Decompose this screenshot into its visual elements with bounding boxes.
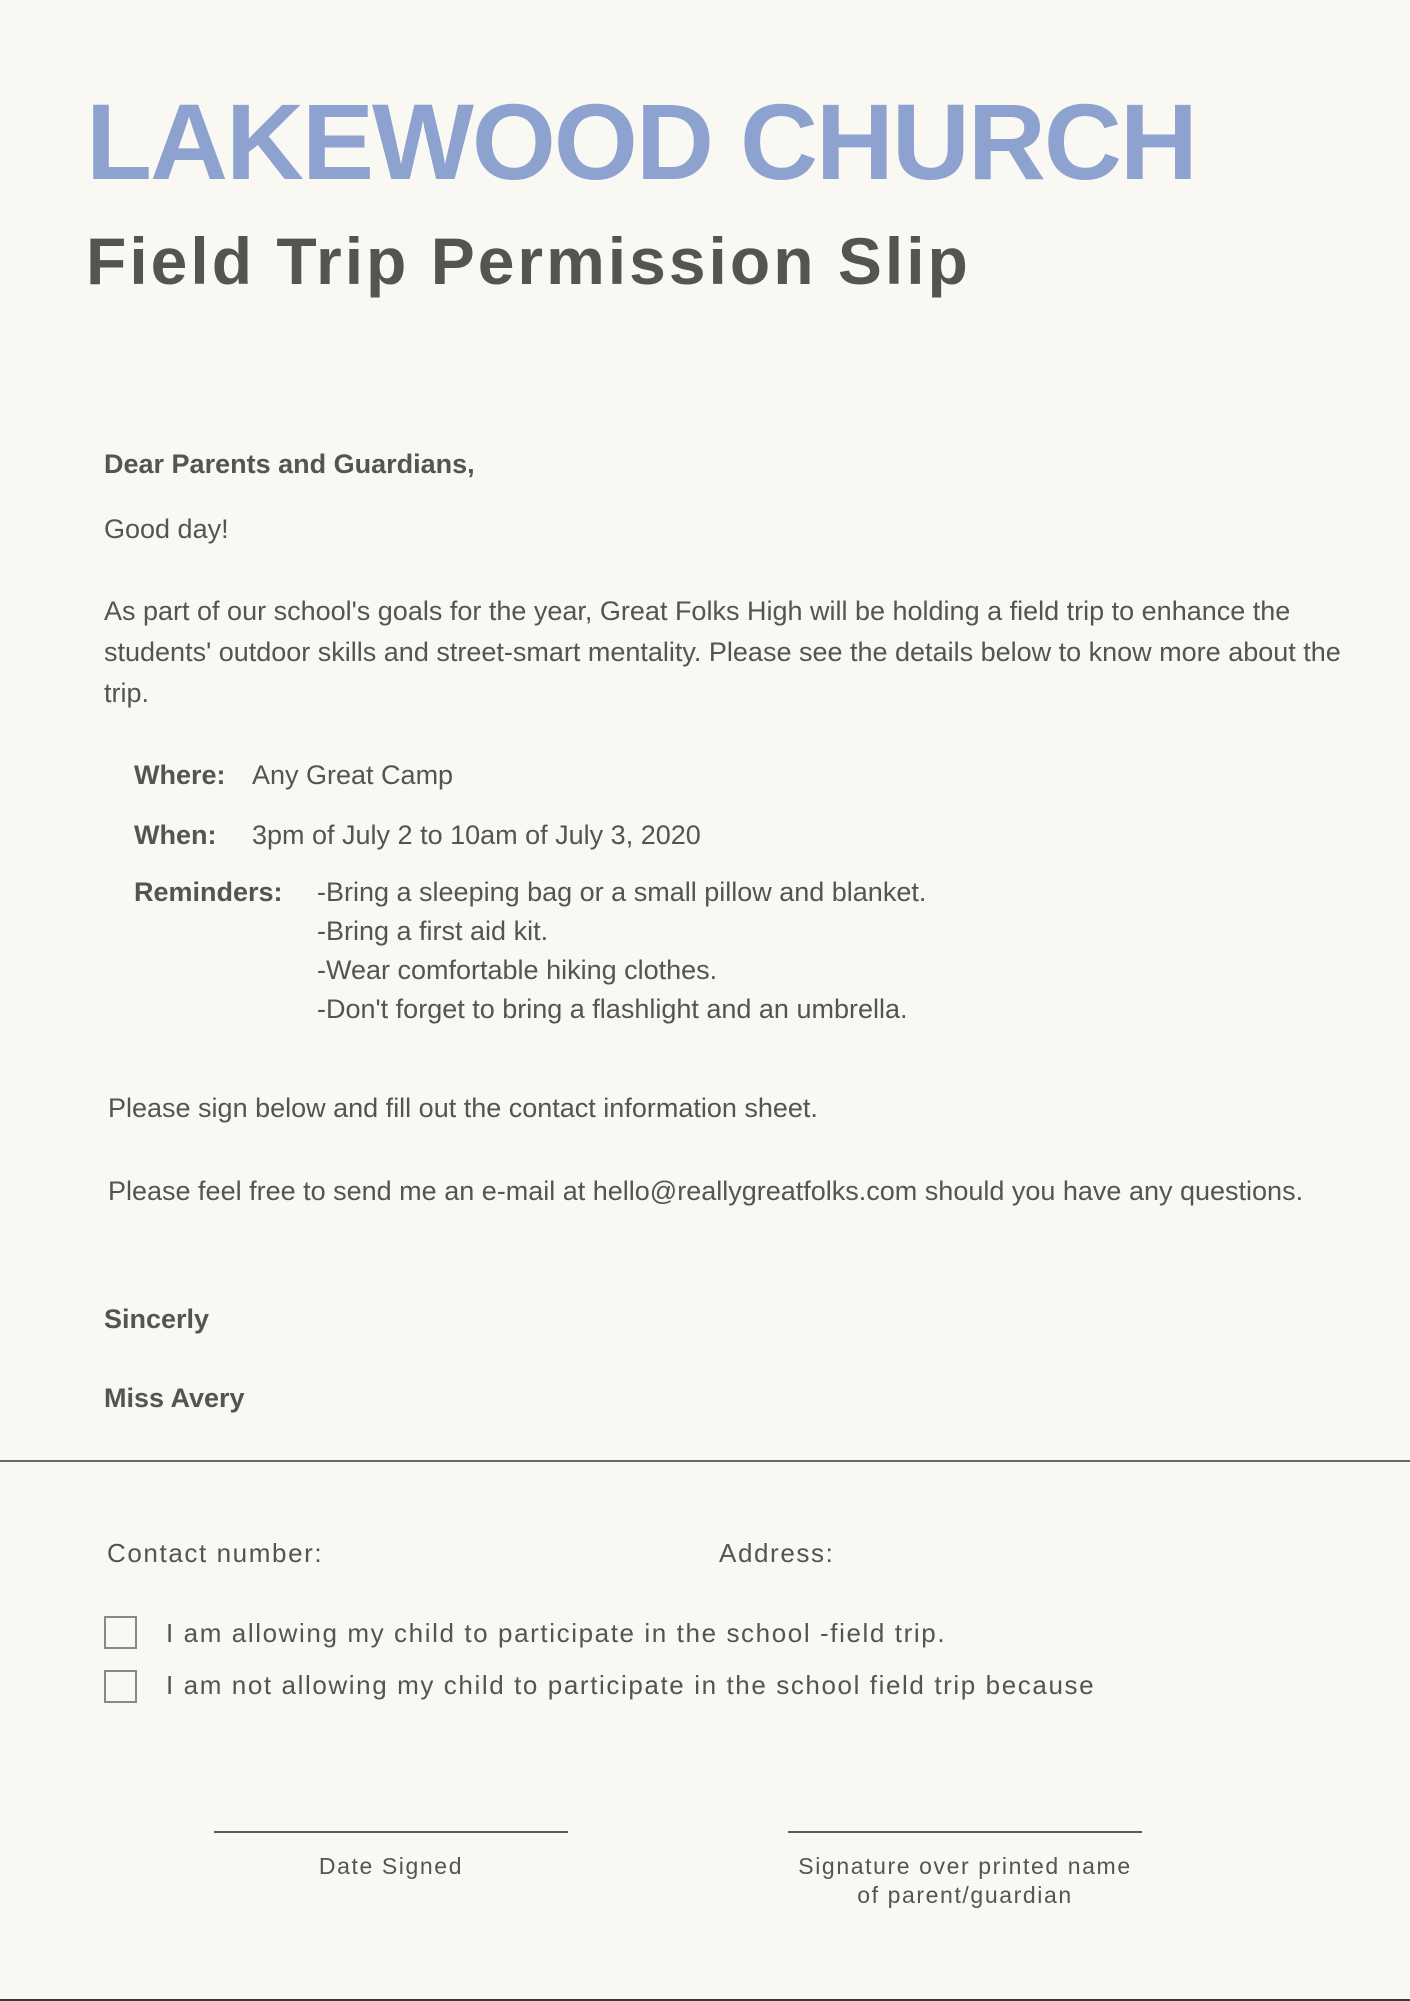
address-label: Address: (719, 1538, 835, 1568)
where-label: Where: (134, 760, 226, 790)
allow-checkbox[interactable] (104, 1616, 137, 1649)
date-signed-line[interactable] (214, 1831, 568, 1833)
reminders-list (317, 873, 926, 1029)
where-value: Any Great Camp (252, 760, 454, 790)
letter-intro: As part of our school's goals for the year, Great Folks High will be holding a field trip to enhance the students' outdoor skills and street-smart mentality. Please see the details below to know more about the trip. (104, 596, 1341, 708)
section-divider (0, 1460, 1410, 1462)
deny-checkbox[interactable] (104, 1670, 137, 1703)
signature-caption-line2: of parent/guardian (857, 1882, 1073, 1908)
reminder-item: -Bring a first aid kit. (317, 916, 549, 946)
page-title: Field Trip Permission Slip (86, 224, 971, 298)
letter-closing: Sincerly (104, 1304, 210, 1334)
reminders-label: Reminders: (134, 877, 283, 907)
date-signed-caption: Date Signed (318, 1853, 464, 1879)
signing-instructions: Please sign below and fill out the contact information sheet. (108, 1093, 818, 1123)
email-contact-note: Please feel free to send me an e-mail at hello@reallygreatfolks.com should you have any questions. (108, 1176, 1304, 1206)
reminder-item: -Wear comfortable hiking clothes. (317, 955, 718, 985)
letter-sender: Miss Avery (104, 1383, 245, 1413)
signature-caption-line1: Signature over printed name (798, 1853, 1132, 1879)
organization-name: LAKEWOOD CHURCH (86, 81, 1196, 202)
signature-line[interactable] (788, 1831, 1142, 1833)
signature-caption (760, 1852, 1170, 1910)
reminder-item: -Bring a sleeping bag or a small pillow and blanket. (317, 877, 927, 907)
letter-greeting: Dear Parents and Guardians, (104, 449, 475, 479)
deny-option-label: I am not allowing my child to participate in the school field trip because (166, 1670, 1096, 1700)
reminder-item: -Don't forget to bring a flashlight and an umbrella. (317, 994, 908, 1024)
when-value: 3pm of July 2 to 10am of July 3, 2020 (252, 820, 701, 850)
allow-option-label: I am allowing my child to participate in the school -field trip. (166, 1618, 947, 1648)
letter-opening: Good day! (104, 514, 229, 544)
contact-number-label: Contact number: (107, 1538, 324, 1568)
when-label: When: (134, 820, 217, 850)
